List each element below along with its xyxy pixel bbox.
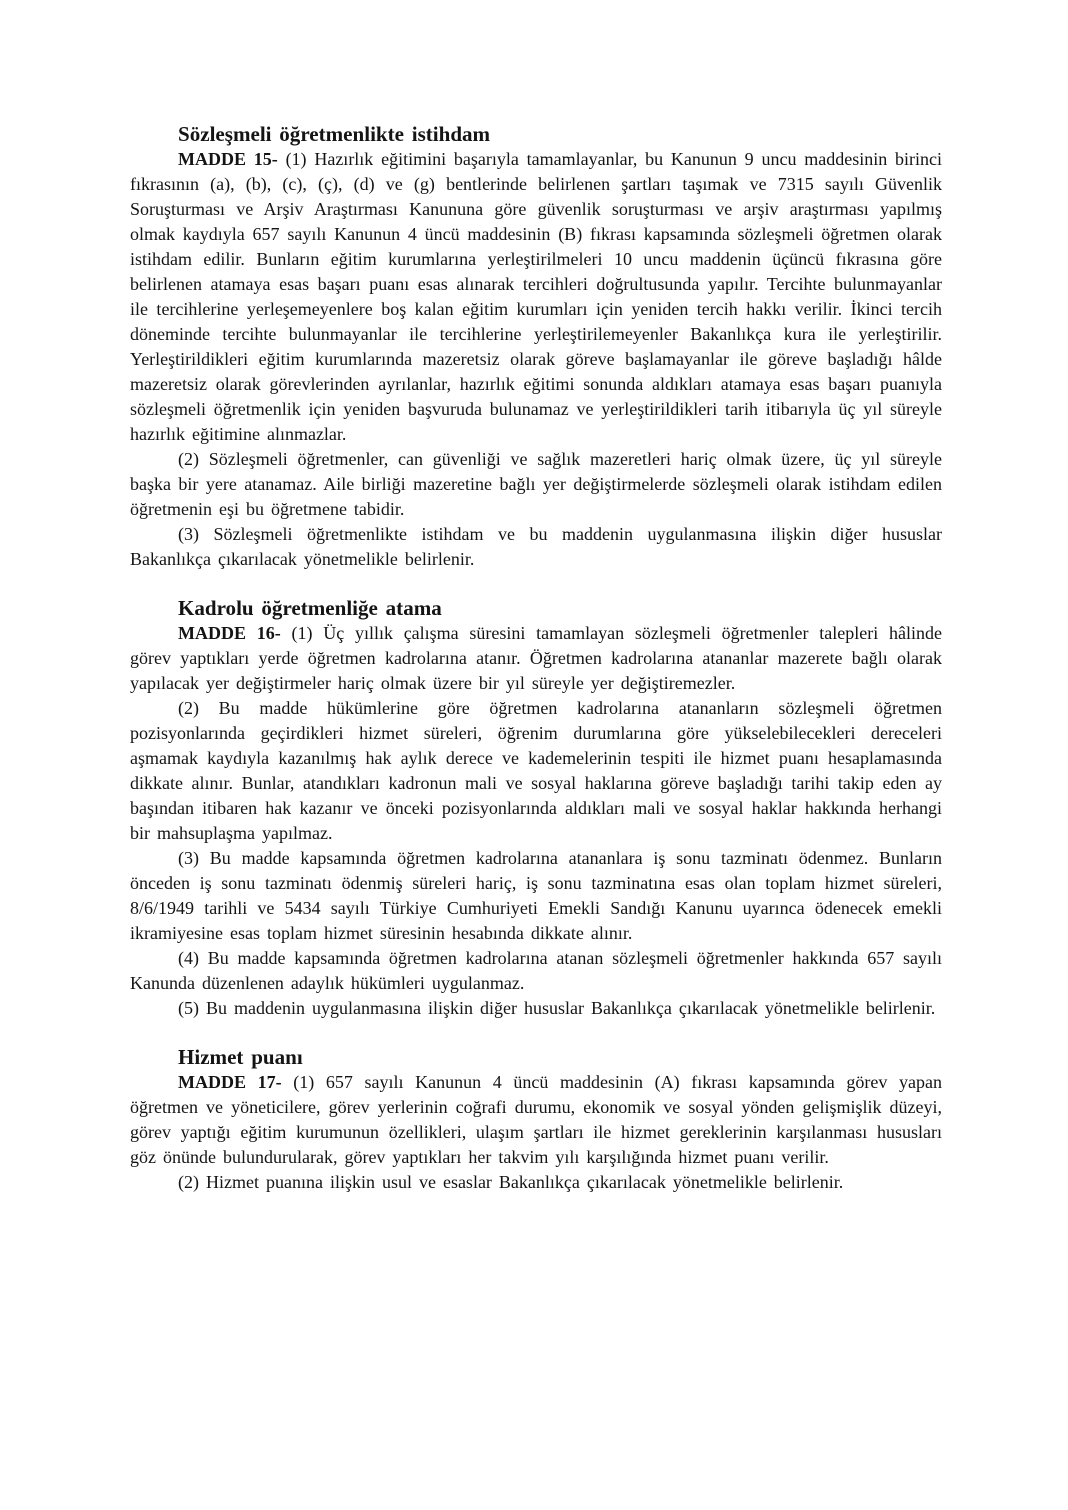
paragraph-text: (4) Bu madde kapsamında öğretmen kadrolarına atanan sözleşmeli öğretmenler hakkında 657 sayılı Kanunda düzenlenen adaylık hükümleri uygulanmaz. [130, 948, 942, 993]
paragraph [130, 696, 942, 846]
paragraph [130, 522, 942, 572]
section-hizmet-puani [130, 1045, 942, 1195]
paragraph-text: (2) Bu madde hükümlerine göre öğretmen kadrolarına atananların sözleşmeli öğretmen pozisyonlarında geçirdikleri hizmet süreleri, öğrenim durumlarına göre yükselebilecekleri dereceleri aşmamak kaydıyla kazanılmış hak aylık derece ve kademelerinin tespiti ile hizmet puanı hesaplamasında dikkate alınır. Bunlar, atandıkları kadronun mali ve sosyal haklarına göreve başladığı tarihi takip eden ay başından itibaren hak kazanır ve önceki pozisyonlarında aldıkları mali ve sosyal haklar hakkında herhangi bir mahsuplaşma yapılmaz. [130, 698, 942, 843]
article-number: MADDE 15- [178, 149, 278, 169]
paragraph [130, 946, 942, 996]
section-heading: Sözleşmeli öğretmenlikte istihdam [178, 122, 491, 146]
paragraph [130, 1070, 942, 1170]
paragraph [130, 447, 942, 522]
article-number: MADDE 17- [178, 1072, 282, 1092]
document-body [130, 122, 942, 1195]
paragraph-text: (1) Üç yıllık çalışma süresini tamamlayan sözleşmeli öğretmenler talepleri hâlinde görev yaptıkları yerde öğretmen kadrolarına atanır. Öğretmen kadrolarına atananlar mazerete bağlı olarak yapılacak yer değiştirmeler hariç olmak üzere bir yıl süreyle yer değiştiremezler. [130, 623, 942, 693]
paragraph-text: (1) Hazırlık eğitimini başarıyla tamamlayanlar, bu Kanunun 9 uncu maddesinin birinci fıkrasının (a), (b), (c), (ç), (d) ve (g) bentlerinde belirlenen şartları taşımak ve 7315 sayılı Güvenlik Soruşturması ve Arşiv Araştırması Kanununa göre güvenlik soruşturması ve arşiv araştırması yapılmış olmak kaydıyla 657 sayılı Kanunun 4 üncü maddesinin (B) fıkrası kapsamında sözleşmeli öğretmen olarak istihdam edilir. Bunların eğitim kurumlarına yerleştirilmeleri 10 uncu maddenin üçüncü fıkrasına göre belirlenen atamaya esas başarı puanı esas alınarak tercihleri doğrultusunda yapılır. Tercihte bulunmayanlar ile tercihlerine yerleşemeyenlere boş kalan eğitim kurumları için yeniden tercih hakkı verilir. İkinci tercih döneminde tercihte bulunmayanlar ile tercihlerine yerleştirilemeyenler Bakanlıkça kura ile yerleştirilir. Yerleştirildikleri eğitim kurumlarında mazeretsiz olarak göreve başlamayanlar ile göreve başladığı hâlde mazeretsiz olarak görevlerinden ayrılanlar, hazırlık eğitimi sonunda aldıkları atamaya esas başarı puanıyla sözleşmeli öğretmenlik için yeniden başvuruda bulunamaz ve yerleştirildikleri tarih itibarıyla üç yıl süreyle hazırlık eğitimine alınmazlar. [130, 149, 942, 444]
paragraph [130, 846, 942, 946]
section-heading: Kadrolu öğretmenliğe atama [178, 596, 442, 620]
article-number: MADDE 16- [178, 623, 281, 643]
paragraph-text: (2) Sözleşmeli öğretmenler, can güvenliği ve sağlık mazeretleri hariç olmak üzere, üç yıl süreyle başka bir yere atanamaz. Aile birliği mazeretine bağlı yer değiştirmelerde sözleşmeli olarak istihdam edilen öğretmenin eşi bu öğretmene tabidir. [130, 449, 942, 519]
paragraph [130, 147, 942, 447]
paragraph-text: (3) Sözleşmeli öğretmenlikte istihdam ve bu maddenin uygulanmasına ilişkin diğer hususlar Bakanlıkça çıkarılacak yönetmelikle belirlenir. [130, 524, 942, 569]
paragraph [130, 996, 942, 1021]
paragraph [130, 1170, 942, 1195]
paragraph-text: (5) Bu maddenin uygulanmasına ilişkin diğer hususlar Bakanlıkça çıkarılacak yönetmelikle belirlenir. [178, 998, 936, 1018]
section-heading: Hizmet puanı [178, 1045, 303, 1069]
paragraph-text: (1) 657 sayılı Kanunun 4 üncü maddesinin (A) fıkrası kapsamında görev yapan öğretmen ve yöneticilere, görev yerlerinin coğrafi durumu, ekonomik ve sosyal yönden gelişmişlik düzeyi, görev yaptığı eğitim kurumunun özellikleri, ulaşım şartları ile hizmet gereklerinin karşılanması hususları göz önünde bulundurularak, görev yaptıkları her takvim yılı karşılığında hizmet puanı verilir. [130, 1072, 942, 1167]
paragraph-text: (2) Hizmet puanına ilişkin usul ve esaslar Bakanlıkça çıkarılacak yönetmelikle belirlenir. [178, 1172, 844, 1192]
paragraph-text: (3) Bu madde kapsamında öğretmen kadrolarına atananlara iş sonu tazminatı ödenmez. Bunların önceden iş sonu tazminatı ödenmiş süreleri hariç, iş sonu tazminatına esas olan toplam hizmet süreleri, 8/6/1949 tarihli ve 5434 sayılı Türkiye Cumhuriyeti Emekli Sandığı Kanunu uyarınca ödenecek emekli ikramiyesine esas toplam hizmet süresinin hesabında dikkate alınır. [130, 848, 942, 943]
section-sozlesmeli-ogretmenlikte-istihdam [130, 122, 942, 572]
section-kadrolu-ogretmenlige-atama [130, 596, 942, 1021]
paragraph [130, 621, 942, 696]
